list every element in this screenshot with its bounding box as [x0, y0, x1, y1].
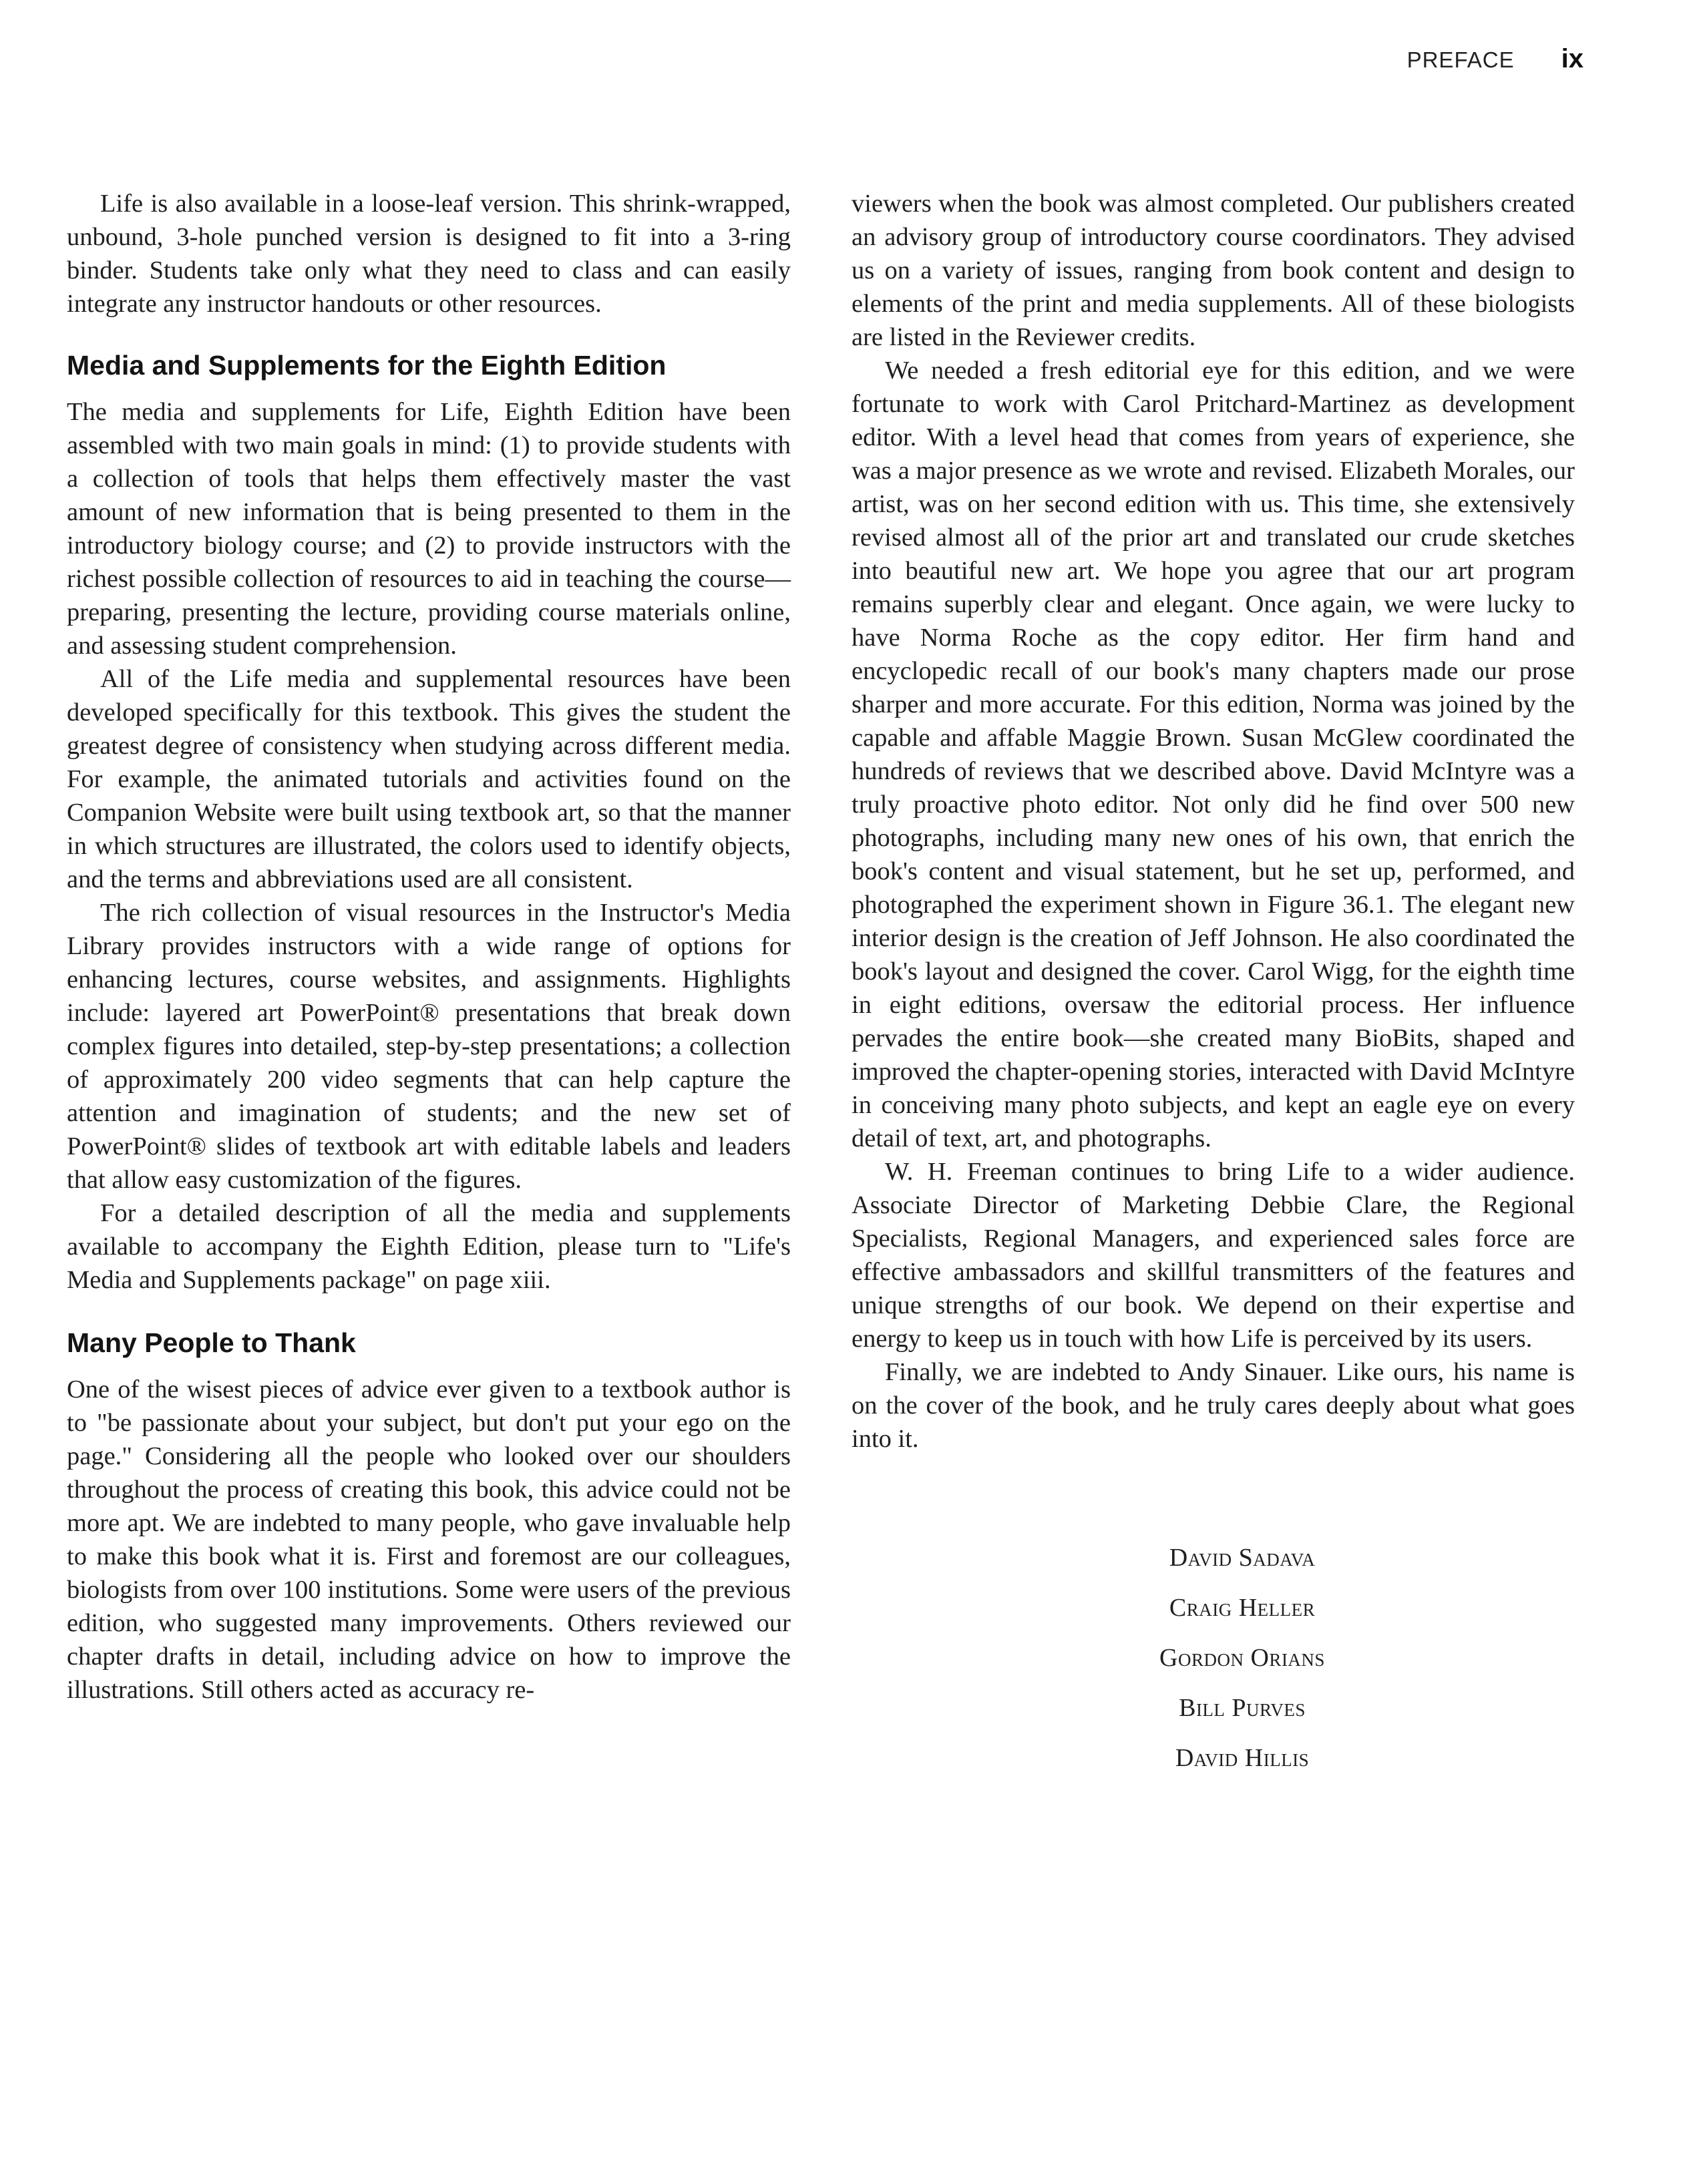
paragraph-freeman: W. H. Freeman continues to bring Life to a wider audience. Associate Director of Marketing Debbie Clare, the Regional Specialists, Regional Managers, and experienced sales force are effective ambassadors and skillful transmitters of the features and unique strengths of our book. We depend on their expertise and energy to keep us in touch with how Life is perceived by its users.	[852, 1158, 1575, 1353]
left-column	[67, 187, 791, 1707]
paragraph-reviewers-continued: viewers when the book was almost completed. Our publishers created an advisory group of introductory course coordinators. They advised us on a variety of issues, ranging from book content and design to elements of the print and media supplements. All of these biologists are listed in the Reviewer credits.	[852, 190, 1575, 351]
author-name: Gordon Orians	[1159, 1644, 1325, 1672]
right-column	[852, 187, 1575, 1456]
paragraph-loose-leaf: Life is also available in a loose-leaf version. This shrink-wrapped, unbound, 3-hole punched version is designed to fit into a 3-ring binder. Students take only what they need to class and can easily integrate any instructor handouts or other resources.	[67, 190, 791, 318]
author-name: David Hillis	[1175, 1744, 1310, 1772]
author-signatures	[1042, 1533, 1443, 1783]
paragraph-media-library: The rich collection of visual resources in the Instructor's Media Library provides instructors with a wide range of options for enhancing lectures, course websites, and assignments. Highlights include: layered art PowerPoint® presentations that break down complex figures into detailed, step-by-step presentations; a collection of approximately 200 video segments that can help capture the attention and imagination of students; and the new set of PowerPoint® slides of textbook art with editable labels and leaders that allow easy customization of the figures.	[67, 899, 791, 1194]
page-number: ix	[1561, 44, 1583, 73]
section-heading-many-people: Many People to Thank	[67, 1327, 356, 1358]
author-name: Bill Purves	[1179, 1694, 1306, 1722]
author-name: David Sadava	[1169, 1544, 1316, 1572]
paragraph-media-description: For a detailed description of all the media and supplements available to accompany the Eighth Edition, please turn to "Life's Media and Supplements package" on page xiii.	[67, 1199, 791, 1294]
paragraph-media-goals: The media and supplements for Life, Eighth Edition have been assembled with two main goals in mind: (1) to provide students with a collection of tools that helps them effectively master the vast amount of new information that is being presented to them in the introductory biology course; and (2) to provide instructors with the richest possible collection of resources to aid in teaching the course—preparing, presenting the lecture, providing course materials online, and assessing student comprehension.	[67, 398, 791, 660]
running-head	[1407, 44, 1583, 77]
paragraph-editorial-team: We needed a fresh editorial eye for this edition, and we were fortunate to work with Carol Pritchard-Martinez as development editor. With a level head that comes from years of experience, she was a major presence as we wrote and revised. Elizabeth Morales, our artist, was on her second edition with us. This time, she extensively revised almost all of the prior art and translated our crude sketches into beautiful new art. We hope you agree that our art program remains superbly clear and elegant. Once again, we were lucky to have Norma Roche as the copy editor. Her firm hand and encyclopedic recall of our book's many chapters made our prose sharper and more accurate. For this edition, Norma was joined by the capable and affable Maggie Brown. Susan McGlew coordinated the hundreds of reviews that we described above. David McIntyre was a truly proactive photo editor. Not only did he find over 500 new photographs, including many new ones of his own, that enrich the book's content and visual statement, but he set up, performed, and photographed the experiment shown in Figure 36.1. The elegant new interior design is the creation of Jeff Johnson. He also coordinated the book's layout and designed the cover. Carol Wigg, for the eighth time in eight editions, oversaw the editorial process. Her influence pervades the entire book—she created many BioBits, shaped and improved the chapter-opening stories, interacted with David McIntyre in conceiving many photo subjects, and kept an eagle eye on every detail of text, art, and photographs.	[852, 357, 1575, 1152]
author-name: Craig Heller	[1169, 1594, 1316, 1622]
running-head-label: PREFACE	[1407, 47, 1515, 72]
paragraph-media-consistency: All of the Life media and supplemental resources have been developed specifically for this textbook. This gives the student the greatest degree of consistency when studying across different media. For example, the animated tutorials and activities found on the Companion Website were built using textbook art, so that the manner in which structures are illustrated, the colors used to identify objects, and the terms and abbreviations used are all consistent.	[67, 665, 791, 893]
section-heading-media-supplements: Media and Supplements for the Eighth Edition	[67, 350, 667, 381]
paragraph-sinauer: Finally, we are indebted to Andy Sinauer. Like ours, his name is on the cover of the book, and he truly cares deeply about what goes into it.	[852, 1358, 1575, 1453]
paragraph-thanks: One of the wisest pieces of advice ever given to a textbook author is to "be passionate about your subject, but don't put your ego on the page." Considering all the people who looked over our shoulders throughout the process of creating this book, this advice could not be more apt. We are indebted to many people, who gave invaluable help to make this book what it is. First and foremost are our colleagues, biologists from over 100 institutions. Some were users of the previous edition, who suggested many improvements. Others reviewed our chapter drafts in detail, including advice on how to improve the illustrations. Still others acted as accuracy re-	[67, 1375, 791, 1704]
